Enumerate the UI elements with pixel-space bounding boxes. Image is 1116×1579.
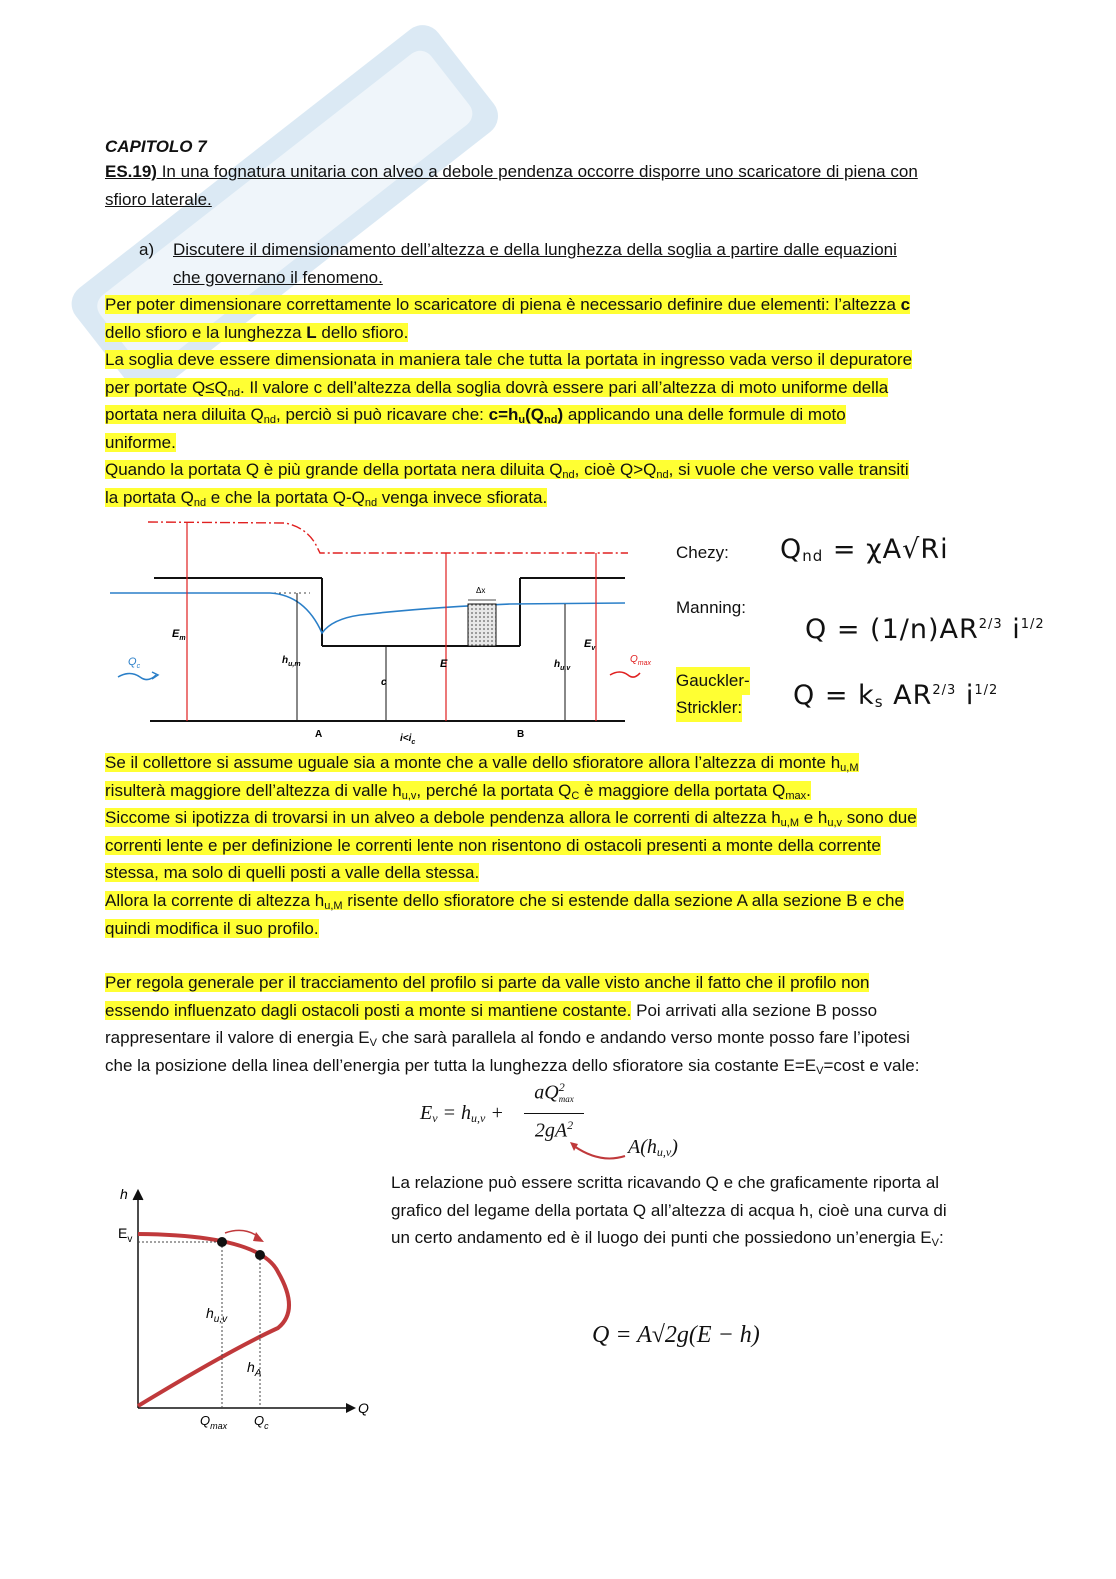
manning-label: Manning: <box>676 598 746 617</box>
discharge-formula: Q = A√2g(E − h) <box>592 1322 760 1348</box>
h-axis-label: h <box>120 1186 128 1202</box>
paragraph-5: Siccome si ipotizza di trovarsi in un alveo a debole pendenza allora le correnti di altezza $h_{u,M}$ e $h_{u,v}$ sono due correnti lente e per definizione le correnti lente non risentono di ostacoli presenti a monte della corrente stessa, ma solo di quelli posti a valle della stessa. <box>105 808 917 882</box>
paragraph-4: Se il collettore si assume uguale sia a monte che a valle dello sfioratore allora l’altezza di monte $h_{u,M}$ risulterà maggiore dell’altezza di valle $h_{u,v}$, perché la portata $Q_C$ è maggiore della portata $Q_{max}$. <box>105 753 859 802</box>
manning-formula: $Q = (1/n)AR^{2/3}$ $i^{1/2}$ <box>805 614 1045 645</box>
question-a-marker: a) <box>139 240 155 259</box>
Ev-label-2: $E_v$ <box>118 1225 133 1245</box>
Qc-label: $Q_c$ <box>128 656 141 670</box>
chezy-formula: $Q_{nd} = \chi A√Ri$ <box>780 534 949 565</box>
Em-label: $E_m$ <box>172 628 186 642</box>
energy-line <box>148 522 628 553</box>
paragraph-2: La soglia deve essere dimensionata in maniera tale che tutta la portata in ingresso vada verso il depuratore per portate $Q\le Q_{nd}$. Il valore c dell’altezza della soglia dovrà essere pari all’altezza di moto uniforme della portata nera diluita $Q_{nd}$, perciò si può ricavare che: $c=h_u(Q_{nd})$ applicando una delle formule di moto uniforme. <box>105 350 913 452</box>
question-a: Discutere il dimensionamento dell’altezza e della lunghezza della soglia a partire dalle equazioni che governano il fenomeno. <box>173 240 897 287</box>
paragraph-3: Quando la portata Q è più grande della portata nera diluita $Q_{nd}$, cioè $Q>Q_{nd}$, si vuole che verso valle transiti la portata $Q_{nd}$ e che la portata $Q-Q_{nd}$ venga invece sfiorata. <box>105 460 909 509</box>
E-label: E <box>440 658 448 670</box>
Qmax-label: $Q_{max}$ <box>630 654 652 667</box>
annotation-arrow <box>560 1132 630 1166</box>
Qc-label-2: $Q_c$ <box>254 1413 269 1431</box>
chezy-label: Chezy: <box>676 543 729 562</box>
control-volume-dx <box>468 604 496 646</box>
hA-label: $h_A$ <box>247 1359 262 1379</box>
paragraph-8: La relazione può essere scritta ricavando Q e che graficamente riporta al grafico del legame della portata Q all’altezza di acqua h, cioè una curva di un certo andamento ed è il luogo dei punti che possiedono un’energia $E_V$: <box>391 1173 947 1249</box>
paragraph-6: Allora la corrente di altezza $h_{u,M}$ risente dello sfioratore che si estende dalla sezione A alla sezione B e che quindi modifica il suo profilo. <box>105 891 904 938</box>
gs-label-2: Strickler: <box>676 694 742 722</box>
huv-label: $h_{u,v}$ <box>554 659 571 672</box>
paragraph-7: Per regola generale per il tracciamento del profilo si parte da valle visto anche il fatto che il profilo non essendo influenzato dagli ostacoli posti a monte si mantiene costante. Poi arrivati alla sezione B posso rappresentare il valore di energia $E_V$ che sarà parallela al fondo e andando verso monte posso fare l’ipotesi che la posizione della linea dell’energia per tutta la lunghezza dello sfioratore sia costante $E=E_V=\cos t$ e vale: <box>105 973 920 1077</box>
Ev-label: $E_v$ <box>584 638 596 652</box>
c-label: c <box>381 677 387 688</box>
discharge-height-diagram <box>110 1180 390 1440</box>
gs-label-1: Gauckler- <box>676 667 750 695</box>
Qmax-arrow <box>610 672 640 677</box>
energy-formula: $E_v = h_{u,v}$ + $aQ^2_{max}$ $2gA^2$ $A(h_{u,v})$ <box>420 1080 678 1159</box>
Q-axis-label: Q <box>358 1400 369 1416</box>
section-A-label: A <box>315 729 323 740</box>
paragraph-1: Per poter dimensionare correttamente lo scaricatore di piena è necessario definire due elementi: l’altezza c dello sfioro e la lunghezza L dello sfioro. <box>105 295 911 342</box>
exercise-statement: ES.19) In una fognatura unitaria con alveo a debole pendenza occorre disporre uno scaricatore di piena con sfioro laterale. <box>105 162 918 209</box>
section-B-label: B <box>517 729 525 740</box>
hum-label: $h_{u,m}$ <box>282 655 301 668</box>
slope-label: $i<i_c$ <box>400 733 416 746</box>
point-Qc <box>255 1250 265 1260</box>
huv-label-2: $h_{u,v}$ <box>206 1305 228 1325</box>
Qmax-label-2: $Q_{max}$ <box>200 1413 228 1431</box>
Qc-arrow <box>118 674 156 680</box>
chapter-title: CAPITOLO 7 <box>105 137 207 156</box>
gs-formula: $Q = k_s$ $AR^{2/3}$ $i^{1/2}$ <box>793 680 999 711</box>
dx-label: Δx <box>476 586 486 595</box>
side-weir-profile-diagram <box>110 515 652 750</box>
point-Qmax <box>217 1237 227 1247</box>
